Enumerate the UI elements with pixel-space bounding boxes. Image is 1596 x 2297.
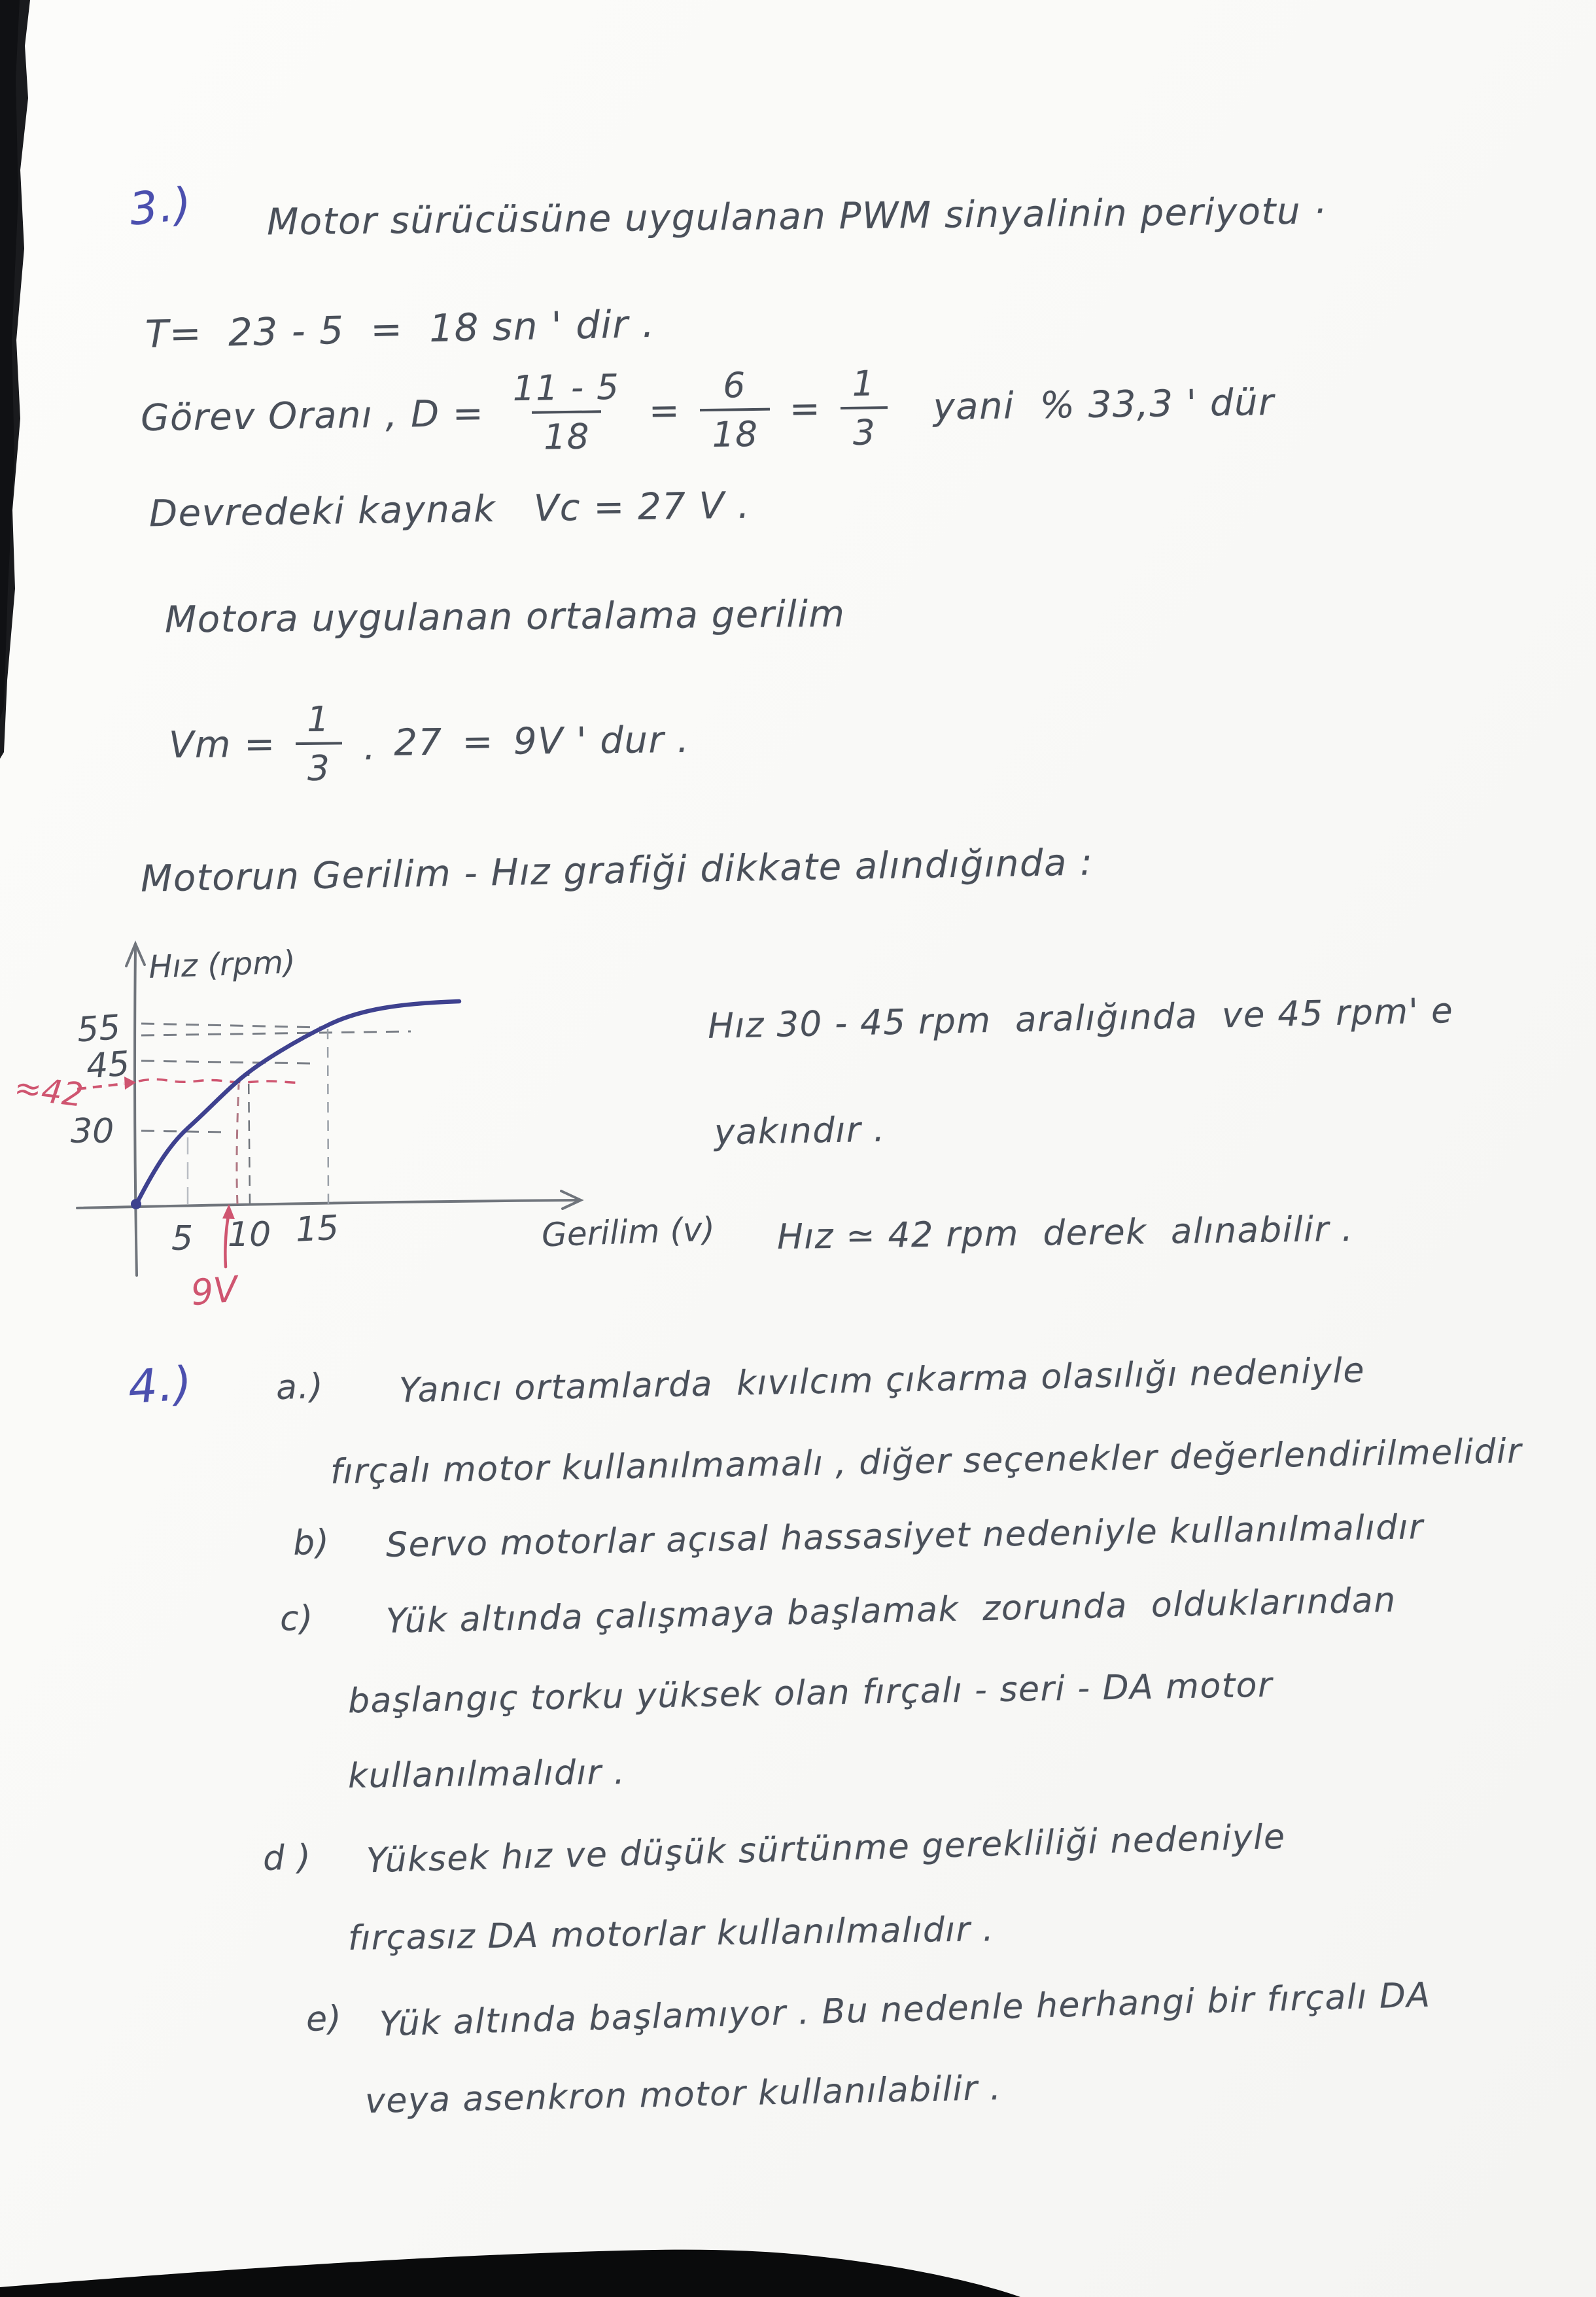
q4b-label: b) [292,1523,331,1563]
q4c-line2: başlangıç torku yüksek olan fırçalı - seri - DA motor [347,1665,1274,1721]
question3-number: 3.) [127,178,195,236]
q4e-line2: veya asenkron motor kullanılabilir . [364,2068,1003,2122]
voltage-speed-graph [0,912,752,1331]
page-left-edge-shadow [0,0,46,785]
q4d-line2: fırçasız DA motorlar kullanılmalıdır . [347,1910,995,1958]
approx-42-label: ≈42 [12,1068,86,1114]
q4c-label: c) [279,1598,315,1639]
equals-sign: = [462,720,494,764]
guide-55-dashed-upper [141,1024,323,1028]
average-voltage-heading: Motora uygulanan ortalama gerilim [164,593,846,642]
fraction-11-5-over-18: $\frac{11 - 5}{18}$ [512,366,620,458]
guide-vertical-10 [249,1071,250,1204]
fraction-1-over-3: $\frac{1}{3}$ [295,699,343,789]
q4b-line1: Servo motorlar açısal hassasiyet nedeniyle kullanılmalıdır [385,1508,1425,1565]
source-voltage-line: Devredeki kaynak Vc = 27 V . [148,484,751,536]
multiply-dot: · [361,736,375,780]
vm-multiplicand: 27 [393,721,443,765]
y-tick-55: 55 [75,1007,122,1050]
q4e-line1: Yük altında başlamıyor . Bu nedenle herhangi bir fırçalı DA [379,1975,1432,2045]
equals-sign: = [648,389,681,433]
y-tick-30: 30 [71,1112,114,1151]
vm-result: 9V ' dur . [513,718,690,763]
x-tick-10: 10 [228,1215,271,1254]
graph-note-line1: Hız 30 - 45 rpm aralığında ve 45 rpm' e [707,991,1454,1046]
duty-cycle-result: yani % 33,3 ' dür [933,381,1275,429]
guide-45-dashed [141,1061,312,1063]
duty-cycle-prefix: Görev Oranı , D = [140,392,485,440]
period-equation: T= 23 - 5 = 18 sn ' dir . [145,301,656,357]
q4a-label: a.) [275,1366,325,1408]
approx-42-red-dashed-line [139,1079,301,1082]
nine-volt-label: 9V [189,1268,239,1314]
graph-intro-line: Motorun Gerilim - Hız grafiği dikkate alındığında : [140,841,1094,901]
duty-cycle-equation [140,358,1275,464]
y-axis-label: Hız (rpm) [148,944,296,986]
guide-vertical-9-red-dashed [237,1084,239,1204]
x-tick-5: 5 [171,1219,194,1258]
q4e-label: e) [305,1999,343,2039]
fraction-1-over-3: $\frac{1}{3}$ [840,364,888,453]
y-axis [135,946,137,1275]
graph-note-line3: Hız ≃ 42 rpm derek alınabilir . [776,1209,1354,1258]
vm-equation [168,696,690,791]
q4c-line3: kullanılmalıdır . [347,1753,626,1796]
question3-prompt: Motor sürücüsüne uygulanan PWM sinyalinin periyotu · [266,190,1327,244]
q4d-label: d ) [262,1837,313,1879]
graph-note-line2: yakındır . [714,1109,886,1153]
vm-prefix: Vm = [168,723,276,767]
fraction-6-over-18: $\frac{6}{18}$ [699,366,771,456]
q4a-line1: Yanıcı ortamlarda kıvılcım çıkarma olasılığı nedeniyle [398,1351,1366,1411]
q4d-line1: Yüksek hız ve düşük sürtünme gerekliliği nedeniyle [366,1817,1287,1881]
x-axis-label: Gerilim (v) [541,1210,716,1254]
y-tick-45: 45 [84,1044,131,1087]
guide-55-dashed-lower [141,1031,411,1035]
equals-sign: = [789,387,822,431]
q4a-line2: fırçalı motor kullanılmamalı , diğer seçenekler değerlendirilmelidir [330,1432,1523,1492]
x-tick-15: 15 [294,1208,340,1250]
q4c-line1: Yük altında çalışmaya başlamak zorunda olduklarından [385,1580,1397,1642]
curve-origin-dot [131,1199,141,1209]
question4-number: 4.) [126,1356,195,1415]
photo-background-bottom [0,2220,1596,2297]
